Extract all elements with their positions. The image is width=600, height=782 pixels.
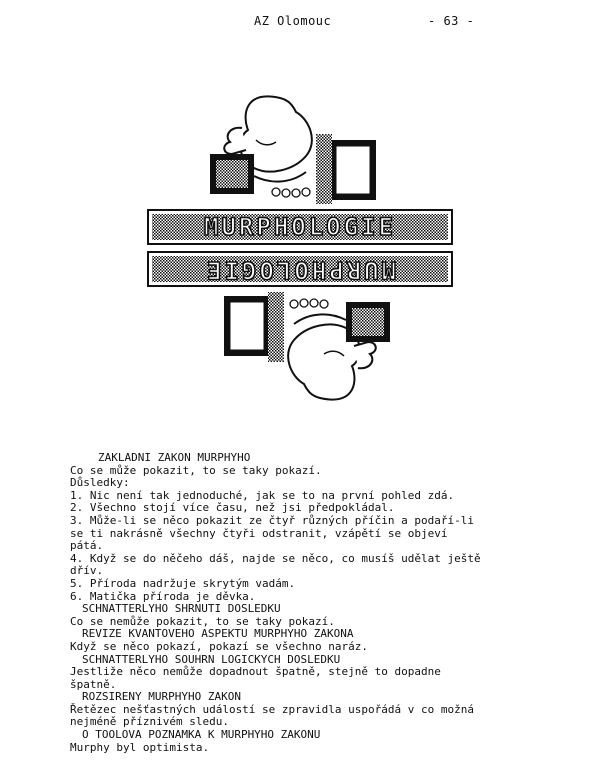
section-heading: O TOOLOVA POZNAMKA K MURPHYHO ZAKONU — [82, 728, 321, 742]
text-line: špatně. — [70, 677, 117, 691]
text-line: dřív. — [70, 564, 104, 578]
text-line: Řetězec nešťastných událostí se zpravidla uspořádá v co možná — [70, 702, 474, 716]
text-line: Murphy byl optimista. — [70, 740, 210, 754]
text-line: nejméně příznivém sledu. — [70, 715, 229, 729]
page-number: - 63 - — [428, 14, 475, 28]
text-line: Důsledky: — [70, 476, 130, 490]
text-line: se ti nakrásně všechny čtyři odstranit, vzápětí se objeví — [70, 526, 448, 540]
text-line: Co se nemůže pokazit, to se taky pokazí. — [70, 614, 335, 628]
section-heading: ZAKLADNI ZAKON MURPHYHO — [98, 451, 251, 464]
text-line: 1. Nic není tak jednoduché, jak se to na první pohled zdá. — [70, 488, 455, 502]
text-line: 2. Všechno stojí více času, než jsi předpokládal. — [70, 501, 395, 515]
section-heading: ROZSIRENY MURPHYHO ZAKON — [82, 690, 241, 704]
section-heading: REVIZE KVANTOVEHO ASPEKTU MURPHYHO ZAKONA — [82, 627, 354, 641]
text-line: 5. Příroda nadržuje skrytým vadám. — [70, 576, 296, 590]
text-line: pátá. — [70, 539, 104, 553]
murphology-illustration — [130, 80, 470, 410]
murphy-laws-text — [70, 452, 532, 754]
murphology-title-mirrored: MURPHOLOGIE — [204, 256, 396, 284]
section-heading: SCHNATTERLYHO SOUHRN LOGICKYCH DOSLEDKU — [82, 652, 341, 666]
title-band — [148, 210, 452, 286]
running-header-title: AZ Olomouc — [254, 14, 332, 28]
text-line: Co se může pokazit, to se taky pokazí. — [70, 463, 322, 477]
text-line: 3. Může-li se něco pokazit ze čtyř různých příčin a podaří-li — [70, 513, 474, 527]
section-heading: SCHNATTERLYHO SHRNUTI DOSLEDKU — [82, 602, 281, 616]
text-line: 6. Matička příroda je děvka. — [70, 589, 256, 603]
text-line: Jestliže něco nemůže dopadnout špatně, stejně to dopadne — [70, 665, 441, 679]
text-line: Když se něco pokazí, pokazí se všechno naráz. — [70, 639, 369, 653]
text-line: 4. Když se do něčeho dáš, najde se něco, co musíš udělat ještě — [70, 551, 481, 565]
murphology-title: MURPHOLOGIE — [204, 213, 396, 241]
